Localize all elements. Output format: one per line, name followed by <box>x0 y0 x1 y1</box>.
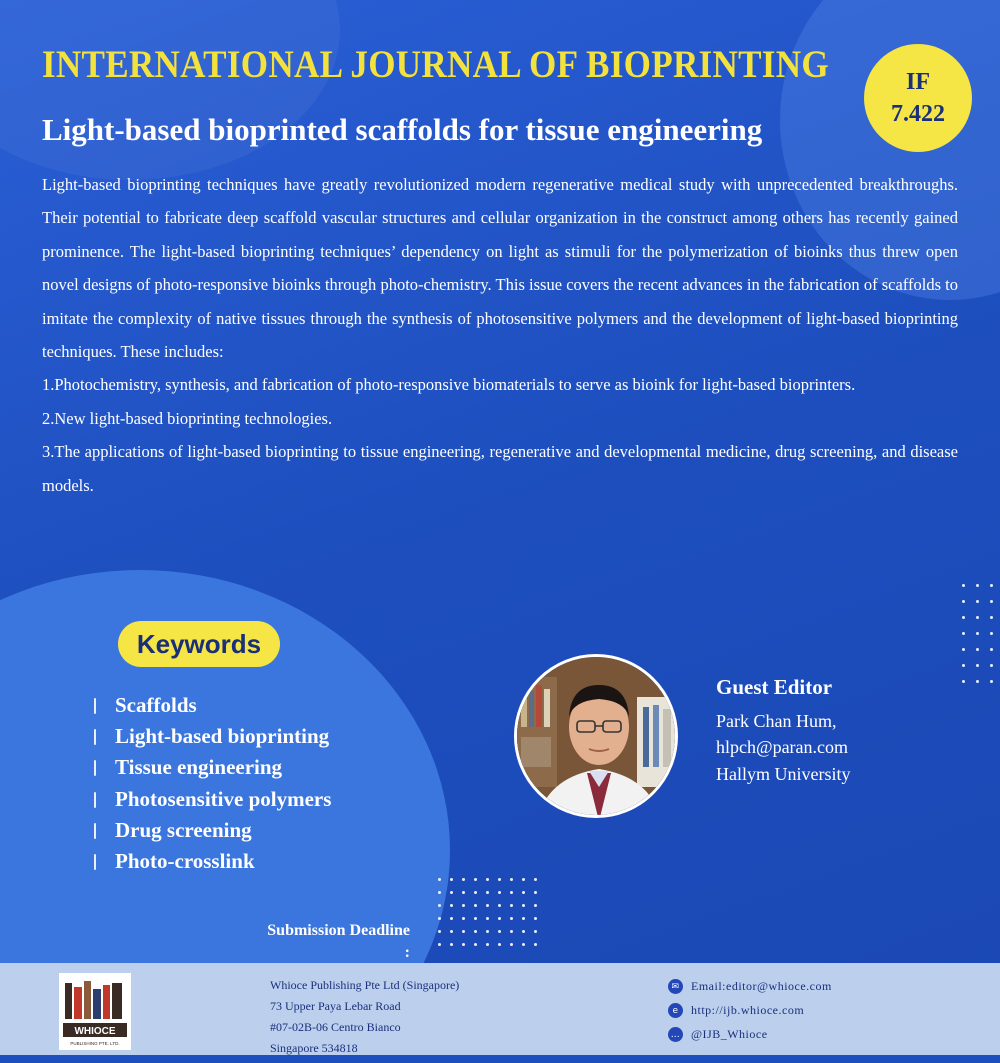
address-line: 73 Upper Paya Lebar Road <box>270 999 401 1013</box>
logo-text: WHIOCE <box>74 1026 116 1037</box>
keyword-item: Light-based bioprinting <box>92 721 331 752</box>
address-line: Singapore 534818 <box>270 1041 358 1055</box>
web-icon: e <box>668 1003 683 1018</box>
guest-editor-heading: Guest Editor <box>716 675 833 699</box>
impact-factor-label: IF <box>906 69 930 95</box>
impact-factor-value: 7.422 <box>891 101 945 127</box>
contact-email[interactable]: ✉ Email:editor@whioce.com <box>668 979 832 994</box>
abstract <box>42 168 958 502</box>
abstract-item: 2.New light-based bioprinting technologies. <box>42 408 333 428</box>
address-line: #07-02B-06 Centro Bianco <box>270 1020 401 1034</box>
guest-editor-affiliation: Hallym University <box>716 764 851 784</box>
publisher-address <box>270 975 459 1059</box>
chat-icon: … <box>668 1027 683 1042</box>
keyword-item: Drug screening <box>92 815 331 846</box>
publisher-logo <box>59 973 131 1050</box>
contact-website[interactable]: e http://ijb.whioce.com <box>668 1003 804 1018</box>
abstract-item: 3.The applications of light-based bioprinting to tissue engineering, regenerative and developmental medicine, drug screening, and disease models. <box>42 442 958 495</box>
keyword-item: Photosensitive polymers <box>92 784 331 815</box>
dot-pattern <box>438 878 537 946</box>
keyword-item: Scaffolds <box>92 690 331 721</box>
impact-factor-badge <box>864 44 972 152</box>
guest-editor-name: Park Chan Hum, <box>716 711 837 731</box>
logo-subtext: PUBLISHING PTE. LTD. <box>70 1041 120 1046</box>
issue-title: Light-based bioprinted scaffolds for tissue engineering <box>42 112 763 147</box>
abstract-paragraph: Light-based bioprinting techniques have greatly revolutionized modern regenerative medical study with unprecedented breakthroughs. Their potential to fabricate deep scaffold vascular structures and cellular organization in the construct among others has recently gained prominence. The light-based bioprinting techniques’ dependency on light as stimuli for the polymerization of bioinks thus threw open novel designs of photo-responsive bioinks through photo-chemistry. This issue covers the recent advances in the fabrication of scaffolds to imitate the complexity of native tissues through the synthesis of photosensitive polymers and the development of light-based bioprinting techniques. These includes: <box>42 175 958 362</box>
keyword-item: Tissue engineering <box>92 752 331 783</box>
keywords-list <box>92 690 331 877</box>
abstract-item: 1.Photochemistry, synthesis, and fabrication of photo-responsive biomaterials to serve as bioink for light-based bioprinters. <box>42 375 856 395</box>
background-shape <box>0 0 340 180</box>
journal-title: INTERNATIONAL JOURNAL OF BIOPRINTING <box>42 43 829 86</box>
footer <box>0 963 1000 1063</box>
dot-pattern <box>962 584 993 683</box>
keywords-heading: Keywords <box>118 621 280 667</box>
contact-social[interactable]: … @IJB_Whioce <box>668 1027 768 1042</box>
address-line: Whioce Publishing Pte Ltd (Singapore) <box>270 978 460 992</box>
email-icon: ✉ <box>668 979 683 994</box>
deadline-label: Submission Deadline : <box>267 922 410 961</box>
guest-editor-photo <box>514 654 678 818</box>
footer-stripe <box>0 1055 1000 1063</box>
keyword-item: Photo-crosslink <box>92 846 331 877</box>
guest-editor-email: hlpch@paran.com <box>716 737 849 757</box>
